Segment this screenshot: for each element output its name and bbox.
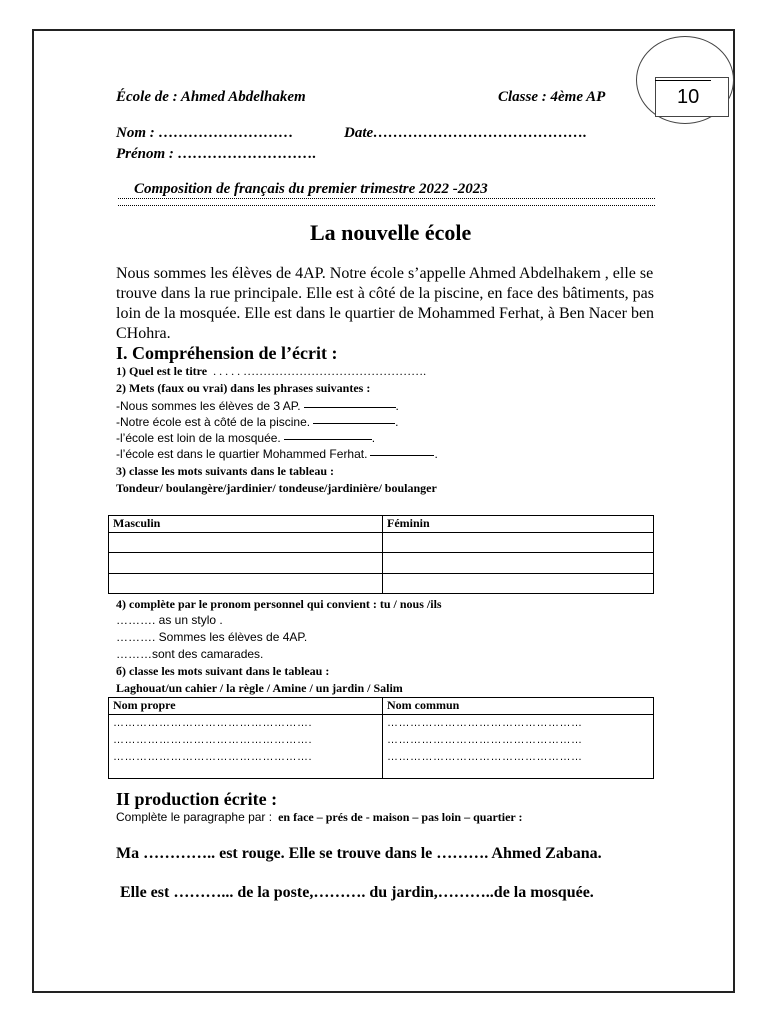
text-title: La nouvelle école bbox=[310, 220, 472, 245]
question-1-dots: . . . . . ………………………………………. bbox=[213, 364, 427, 378]
table-cell[interactable] bbox=[383, 553, 654, 574]
table-cell[interactable] bbox=[383, 574, 654, 594]
question-1 bbox=[116, 364, 426, 379]
table-cell[interactable] bbox=[383, 533, 654, 553]
title-underline bbox=[118, 198, 655, 206]
prenom-field: Prénom : ………………………. bbox=[116, 146, 317, 162]
question-5: б) classe les mots suivant dans le tableau : bbox=[116, 664, 330, 678]
score-value: 10 bbox=[677, 86, 700, 108]
q4-line: ………. as un stylo . bbox=[116, 613, 223, 627]
noun-table bbox=[108, 697, 654, 779]
table-header-masculin: Masculin bbox=[109, 516, 383, 533]
section2-instruction: Complète le paragraphe par : en face – prés de - maison – pas loin – quartier : bbox=[116, 810, 523, 824]
gender-table bbox=[108, 515, 654, 594]
q2-line: -Nous sommes les élèves de 3 AP. . bbox=[116, 399, 399, 413]
production-line-1: Ma ………….. est rouge. Elle se trouve dans le ………. Ahmed Zabana. bbox=[116, 845, 602, 862]
question-3-words: Tondeur/ boulangère/jardinier/ tondeuse/jardinière/ boulanger bbox=[116, 481, 437, 495]
table-header-nom-commun: Nom commun bbox=[383, 698, 654, 715]
q4-line: ………sont des camarades. bbox=[116, 647, 264, 661]
table-cell-dots[interactable]: ……………………………………………. ……………………………………………. ……………………………………………. bbox=[109, 715, 383, 779]
score-fraction-line bbox=[655, 80, 711, 81]
reading-paragraph: Nous sommes les élèves de 4AP. Notre école s’appelle Ahmed Abdelhakem , elle se trouve dans la rue principale. Elle est à côté de la piscine, en face des bâtiments, pas loin de la mosquée. Elle est dans le quartier de Mohammed Ferhat, à Ben Nacer ben CHohra. bbox=[116, 265, 655, 342]
class-label: Classe : 4ème AP bbox=[498, 89, 606, 105]
question-2: 2) Mets (faux ou vrai) dans les phrases suivantes : bbox=[116, 381, 371, 395]
question-1-label: 1) Quel est le titre bbox=[116, 364, 208, 378]
question-5-words: Laghouat/un cahier / la règle / Amine / un jardin / Salim bbox=[116, 681, 403, 695]
table-header-feminin: Féminin bbox=[383, 516, 654, 533]
date-field: Date……………………………………. bbox=[344, 125, 587, 141]
table-cell-dots[interactable]: …………………………………………… …………………………………………… …………………………………………… bbox=[383, 715, 654, 779]
table-cell[interactable] bbox=[109, 574, 383, 594]
table-header-nom-propre: Nom propre bbox=[109, 698, 383, 715]
question-3: 3) classe les mots suivants dans le tableau : bbox=[116, 464, 335, 478]
section2-heading: II production écrite : bbox=[116, 789, 278, 809]
section1-heading: I. Compréhension de l’écrit : bbox=[116, 343, 338, 363]
q2-line: -l’école est dans le quartier Mohammed Ferhat. . bbox=[116, 447, 438, 461]
nom-field: Nom : ……………………… bbox=[116, 125, 294, 141]
table-cell[interactable] bbox=[109, 533, 383, 553]
q2-line: -l’école est loin de la mosquée. . bbox=[116, 431, 376, 445]
q4-line: ………. Sommes les élèves de 4AP. bbox=[116, 630, 308, 644]
school-name: École de : Ahmed Abdelhakem bbox=[116, 89, 306, 105]
question-4: 4) complète par le pronom personnel qui convient : tu / nous /ils bbox=[116, 597, 442, 611]
composition-title: Composition de français du premier trimestre 2022 -2023 bbox=[134, 181, 488, 197]
table-cell[interactable] bbox=[109, 553, 383, 574]
q2-line: -Notre école est à côté de la piscine. . bbox=[116, 415, 399, 429]
production-line-2: Elle est ………... de la poste,………. du jardin,………..de la mosquée. bbox=[120, 884, 594, 901]
